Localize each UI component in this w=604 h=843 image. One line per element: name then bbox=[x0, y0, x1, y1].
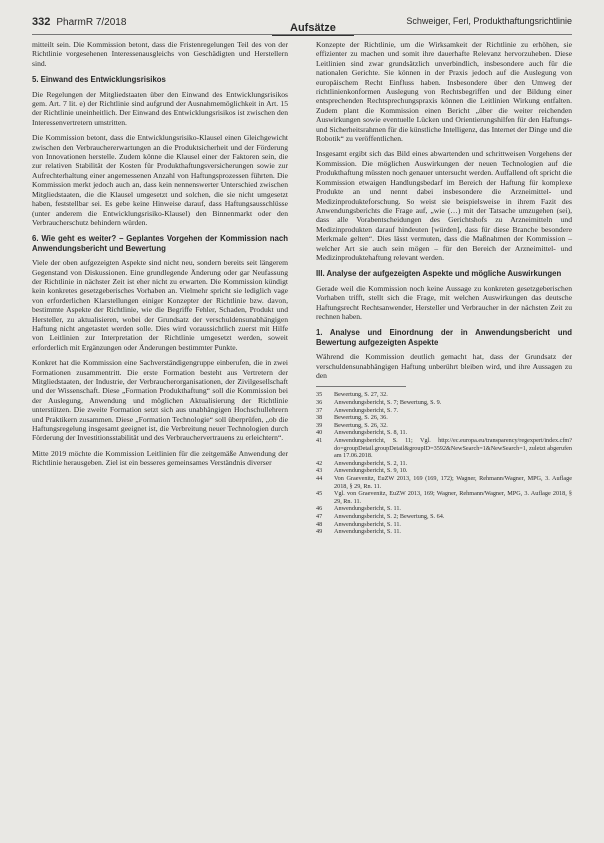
footnote-text: Vgl. von Graevenitz, EuZW 2013, 169; Wagner, Rehmann/Wagner, MPG, 3. Auflage 2018, § 29, Rn. 11. bbox=[334, 490, 572, 505]
footnote-text: Bewertung, S. 26, 32. bbox=[334, 421, 388, 429]
footnote-text: Anwendungsbericht, S. 11. bbox=[334, 505, 401, 513]
journal-name: PharmR 7/2018 bbox=[56, 17, 127, 28]
paragraph: Viele der oben aufgezeigten Aspekte sind nicht neu, sondern bereits seit längerem Gegenstand von Diskussionen. Eine grundlegende Änderung oder gar Neufassung der Richtlinie in nächster Zeit ist eher nicht zu erwarten. Die Kommission kündigt kein konkretes gesetzgeberisches Vorhaben an. Vielmehr spricht sie lediglich vage von erforderlichen Klarstellungen einiger Konzepter der Richtlinie bzw. davon, bestimmte Aspekte der Richtlinie, wie die Begriffe Fehler, Schaden, Produkt und Hersteller, zu aktualisieren, wobei der Grundsatz der verschuldensunabhängigen Haftung nicht angetastet werden solle. Dies wird voraussichtlich zuerst mit Hilfe von Leitlinien zur Interpretation der Richtlinie umgesetzt werden, soweit erforderlich mit Ergänzungen oder Änderungen bestimmter Punkte. bbox=[32, 258, 288, 352]
header-left bbox=[32, 16, 126, 28]
footnote bbox=[316, 505, 572, 513]
footnote bbox=[316, 467, 572, 475]
footnote-number: 37 bbox=[316, 406, 323, 414]
left-column bbox=[32, 40, 288, 474]
footnote-text: Anwendungsbericht, S. 11. bbox=[334, 528, 401, 536]
footnote-number: 48 bbox=[316, 520, 323, 528]
footnote-text: Anwendungsbericht, S. 7. bbox=[334, 406, 399, 414]
footnote-number: 46 bbox=[316, 505, 323, 513]
footnote-number: 38 bbox=[316, 414, 323, 422]
footnote-number: 40 bbox=[316, 429, 323, 437]
footnote bbox=[316, 513, 572, 521]
footnote bbox=[316, 422, 572, 430]
section-heading-1: 1. Analyse und Einordnung der in Anwendungsbericht und Bewertung aufgezeigten Aspekte bbox=[316, 328, 572, 347]
footnote-text: Anwendungsbericht, S. 2, 11. bbox=[334, 459, 408, 467]
footnote-number: 42 bbox=[316, 459, 323, 467]
paragraph: Während die Kommission deutlich gemacht hat, dass der Grundsatz der verschuldensunabhängigen Haftung unberührt bleiben wird, und ihre Aussagen zu den bbox=[316, 352, 572, 380]
footnote-number: 43 bbox=[316, 467, 323, 475]
paragraph: Gerade weil die Kommission noch keine Aussage zu konkreten gesetzgeberischen Vorhaben trifft, stellt sich die Frage, mit welchen Auswirkungen das deutsche Haftungsrecht Rechtsanwender, Hersteller und Verbraucher in der nächsten Zeit zu rechnen haben. bbox=[316, 283, 572, 321]
footnote-number: 41 bbox=[316, 436, 323, 444]
footnote bbox=[316, 429, 572, 437]
footnote-text: Anwendungsbericht, S. 8, 11. bbox=[334, 429, 408, 437]
footnote-number: 44 bbox=[316, 474, 323, 482]
paragraph: Insgesamt ergibt sich das Bild eines abwartenden und schrittweisen Vorgehens der Kommission. Die möglichen Auswirkungen der neuen Technologien auf die Produkthaftung müssten noch genauer untersucht werden. Auffallend oft spricht die Kommission etwaigen Handlungsbedarf im Bereich der Haftung für komplexe Produkte an und nennt dabei insbesondere die Arzneimittel- und Medizinprodukteforschung. So weist sie beispielsweise in ihrem Fazit des Anwendungsberichts die Frage auf, „wie (…) mit der Tatsache umzugehen (sei), dass alle Vorabentscheidungen des Gerichtshofs zu Arzneimitteln und Medizinprodukten darauf hindeuten [würden], dass für diese Branche besondere Merkmale gelten“. Dies lässt vermuten, dass die Maßnahmen der Kommission – welcher Art sie auch sein mögen – für den Bereich der Arzneimittel- und Medizinproduktehaftung relevant werden. bbox=[316, 149, 572, 262]
footnote-rule bbox=[316, 386, 406, 387]
footnote bbox=[316, 490, 572, 505]
footnote-text: Bewertung, S. 27, 32. bbox=[334, 391, 388, 399]
footnote-text: Von Graevenitz, EuZW 2013, 169 (169, 172); Wagner, Rehmann/Wagner, MPG, 3. Auflage 2018, § 29, Rn. 11. bbox=[334, 474, 572, 490]
footnote bbox=[316, 475, 572, 490]
footnote bbox=[316, 437, 572, 460]
paragraph: Konzepte der Richtlinie, um die Wirksamkeit der Richtlinie zu erhöhen, sie effizienter zu machen und somit ihre dauerhafte Relevanz hervorzuheben. Diese Leitlinien sind zwar grundsätzlich unverbindlich, insbesondere auch für die nationalen Gerichte. Sie können in der Praxis jedoch auf die Auslegung von europäischem Recht Einfluss haben. Insbesondere über den Umweg der richtlinienkonformen Auslegung von Rechtsbegriffen und der Bildung einer entsprechenden Rechtsprechungspraxis können die Leitlinien Wirkung entfalten. Zudem plant die Kommission einen Bericht „über die weiter reichenden Auswirkungen sowie eventuelle Lücken und Orientierungshilfen für den Haftungs- und Sicherheitsrahmen für die künstliche Intelligenz, das Internet der Dinge und die Robotik“ zu veröffentlichen. bbox=[316, 40, 572, 144]
footnote-number: 36 bbox=[316, 399, 323, 406]
footnote-text: Bewertung, S. 26, 36. bbox=[334, 414, 388, 422]
header-rule bbox=[32, 34, 572, 35]
footnote-text: Anwendungsbericht, S. 11; Vgl. http://ec.europa.eu/transparency/regexpert/index.cfm?do=groupDetail.groupDetail&groupID=3592&NewSearch=1&NewSearch=1, zuletzt abgerufen am 17.06.2018. bbox=[334, 436, 572, 460]
section-heading-5: 5. Einwand des Entwicklungsrisikos bbox=[32, 75, 166, 85]
section-title: Aufsätze bbox=[272, 22, 354, 36]
footnote-number: 35 bbox=[316, 391, 323, 399]
footnote bbox=[316, 414, 572, 422]
section-heading-6: 6. Wie geht es weiter? – Geplantes Vorgehen der Kommission nach Anwendungsbericht und Bewertung bbox=[32, 234, 288, 253]
paragraph: Mitte 2019 möchte die Kommission Leitlinien für die zeitgemäße Anwendung der Richtlinie herausgeben. Ziel ist ein besseres gemeinsames Verständnis diverser bbox=[32, 448, 288, 468]
page-number: 332 bbox=[32, 16, 51, 28]
paragraph: Die Kommission betont, dass die Entwicklungsrisiko-Klausel einen Gleichgewicht zwischen den Verbrauchererwartungen an die Produktsicherheit und der Förderung von Innovationen herstelle. Zudem könne die Klausel einer der Faktoren sein, die zur relativen Stabilität der Kosten für Produkthaftungsversicherungen sowie zur Aufrechterhaltung einer angemessenen Anzahl von Haftungsprozessen führten. Die Kommission merkt jedoch auch an, dass kein nennenswerter Unterschied zwischen Mitgliedstaaten, die die Klausel umgesetzt und solchen, die sie nicht umgesetzt haben, feststellbar sei. Es gebe keine Hinweise darauf, dass Haftungsausschlüsse (unter anderem die Entwicklungsrisiko-Klausel) den Binnenmarkt oder den Verbraucherschutz behindern würden. bbox=[32, 133, 288, 227]
footnote bbox=[316, 521, 572, 529]
footnote-number: 49 bbox=[316, 528, 323, 536]
paragraph: Die Regelungen der Mitgliedstaaten über den Einwand des Entwicklungsrisikos gem. Art. 7 lit. e) der Richtlinie sind aufgrund der Ausnahmemöglichkeit in Art. 15 der Richtlinie uneinheitlich. Der Einwand des Entwicklungsrisikos ist zwischen den Interessenvertretern umstritten. bbox=[32, 89, 288, 127]
footnote bbox=[316, 399, 572, 407]
footnote-text: Anwendungsbericht, S. 11. bbox=[334, 520, 401, 528]
running-title: Schweiger, Ferl, Produkthaftungsrichtlinie bbox=[406, 16, 572, 26]
section-heading-III: III. Analyse der aufgezeigten Aspekte und mögliche Auswirkungen bbox=[316, 269, 562, 279]
right-column bbox=[316, 40, 572, 536]
footnote-text: Anwendungsbericht, S. 2; Bewertung, S. 64. bbox=[334, 512, 445, 520]
footnote-number: 45 bbox=[316, 490, 323, 498]
footnote-number: 47 bbox=[316, 512, 323, 520]
footnote-text: Anwendungsbericht, S. 7; Bewertung, S. 9. bbox=[334, 399, 442, 406]
page-header bbox=[32, 16, 572, 34]
footnote bbox=[316, 528, 572, 536]
paragraph: Konkret hat die Kommission eine Sachverständigengruppe einberufen, die in zwei Formationen zusammentritt. Die erste Formation besteht aus Vertretern der Mitgliedstaaten, der Industrie, der Verbraucherorganisationen, der Zivilgesellschaft und der Wissenschaft. Diese „Formation Produkthaftung“ soll die Kommission bei der Auslegung, Anwendung und möglichen Aktualisierung der Richtlinie unterstützen. Die zweite Formation setzt sich aus unabhängigen Hochschullehrern und Praktikern zusammen. Diese „Formation Technologie“ soll überprüfen, „ob die Haftungsregelung insgesamt geeignet ist, die Verbreitung neuer Technologien durch Förderung der Investitionsstabilität und des Verbrauchervertrauens zu erleichtern“. bbox=[32, 358, 288, 443]
footnote-text: Anwendungsbericht, S. 9, 10. bbox=[334, 467, 408, 475]
footnote bbox=[316, 391, 572, 399]
footnote bbox=[316, 407, 572, 415]
footnote bbox=[316, 460, 572, 468]
footnotes bbox=[316, 391, 572, 535]
footnote-number: 39 bbox=[316, 421, 323, 429]
paragraph: mitteilt sein. Die Kommission betont, dass die Fristenregelungen Teil des von der Richtlinie vorgesehenen Interessenausgleichs von Geschädigten und Herstellern sind. bbox=[32, 40, 288, 68]
